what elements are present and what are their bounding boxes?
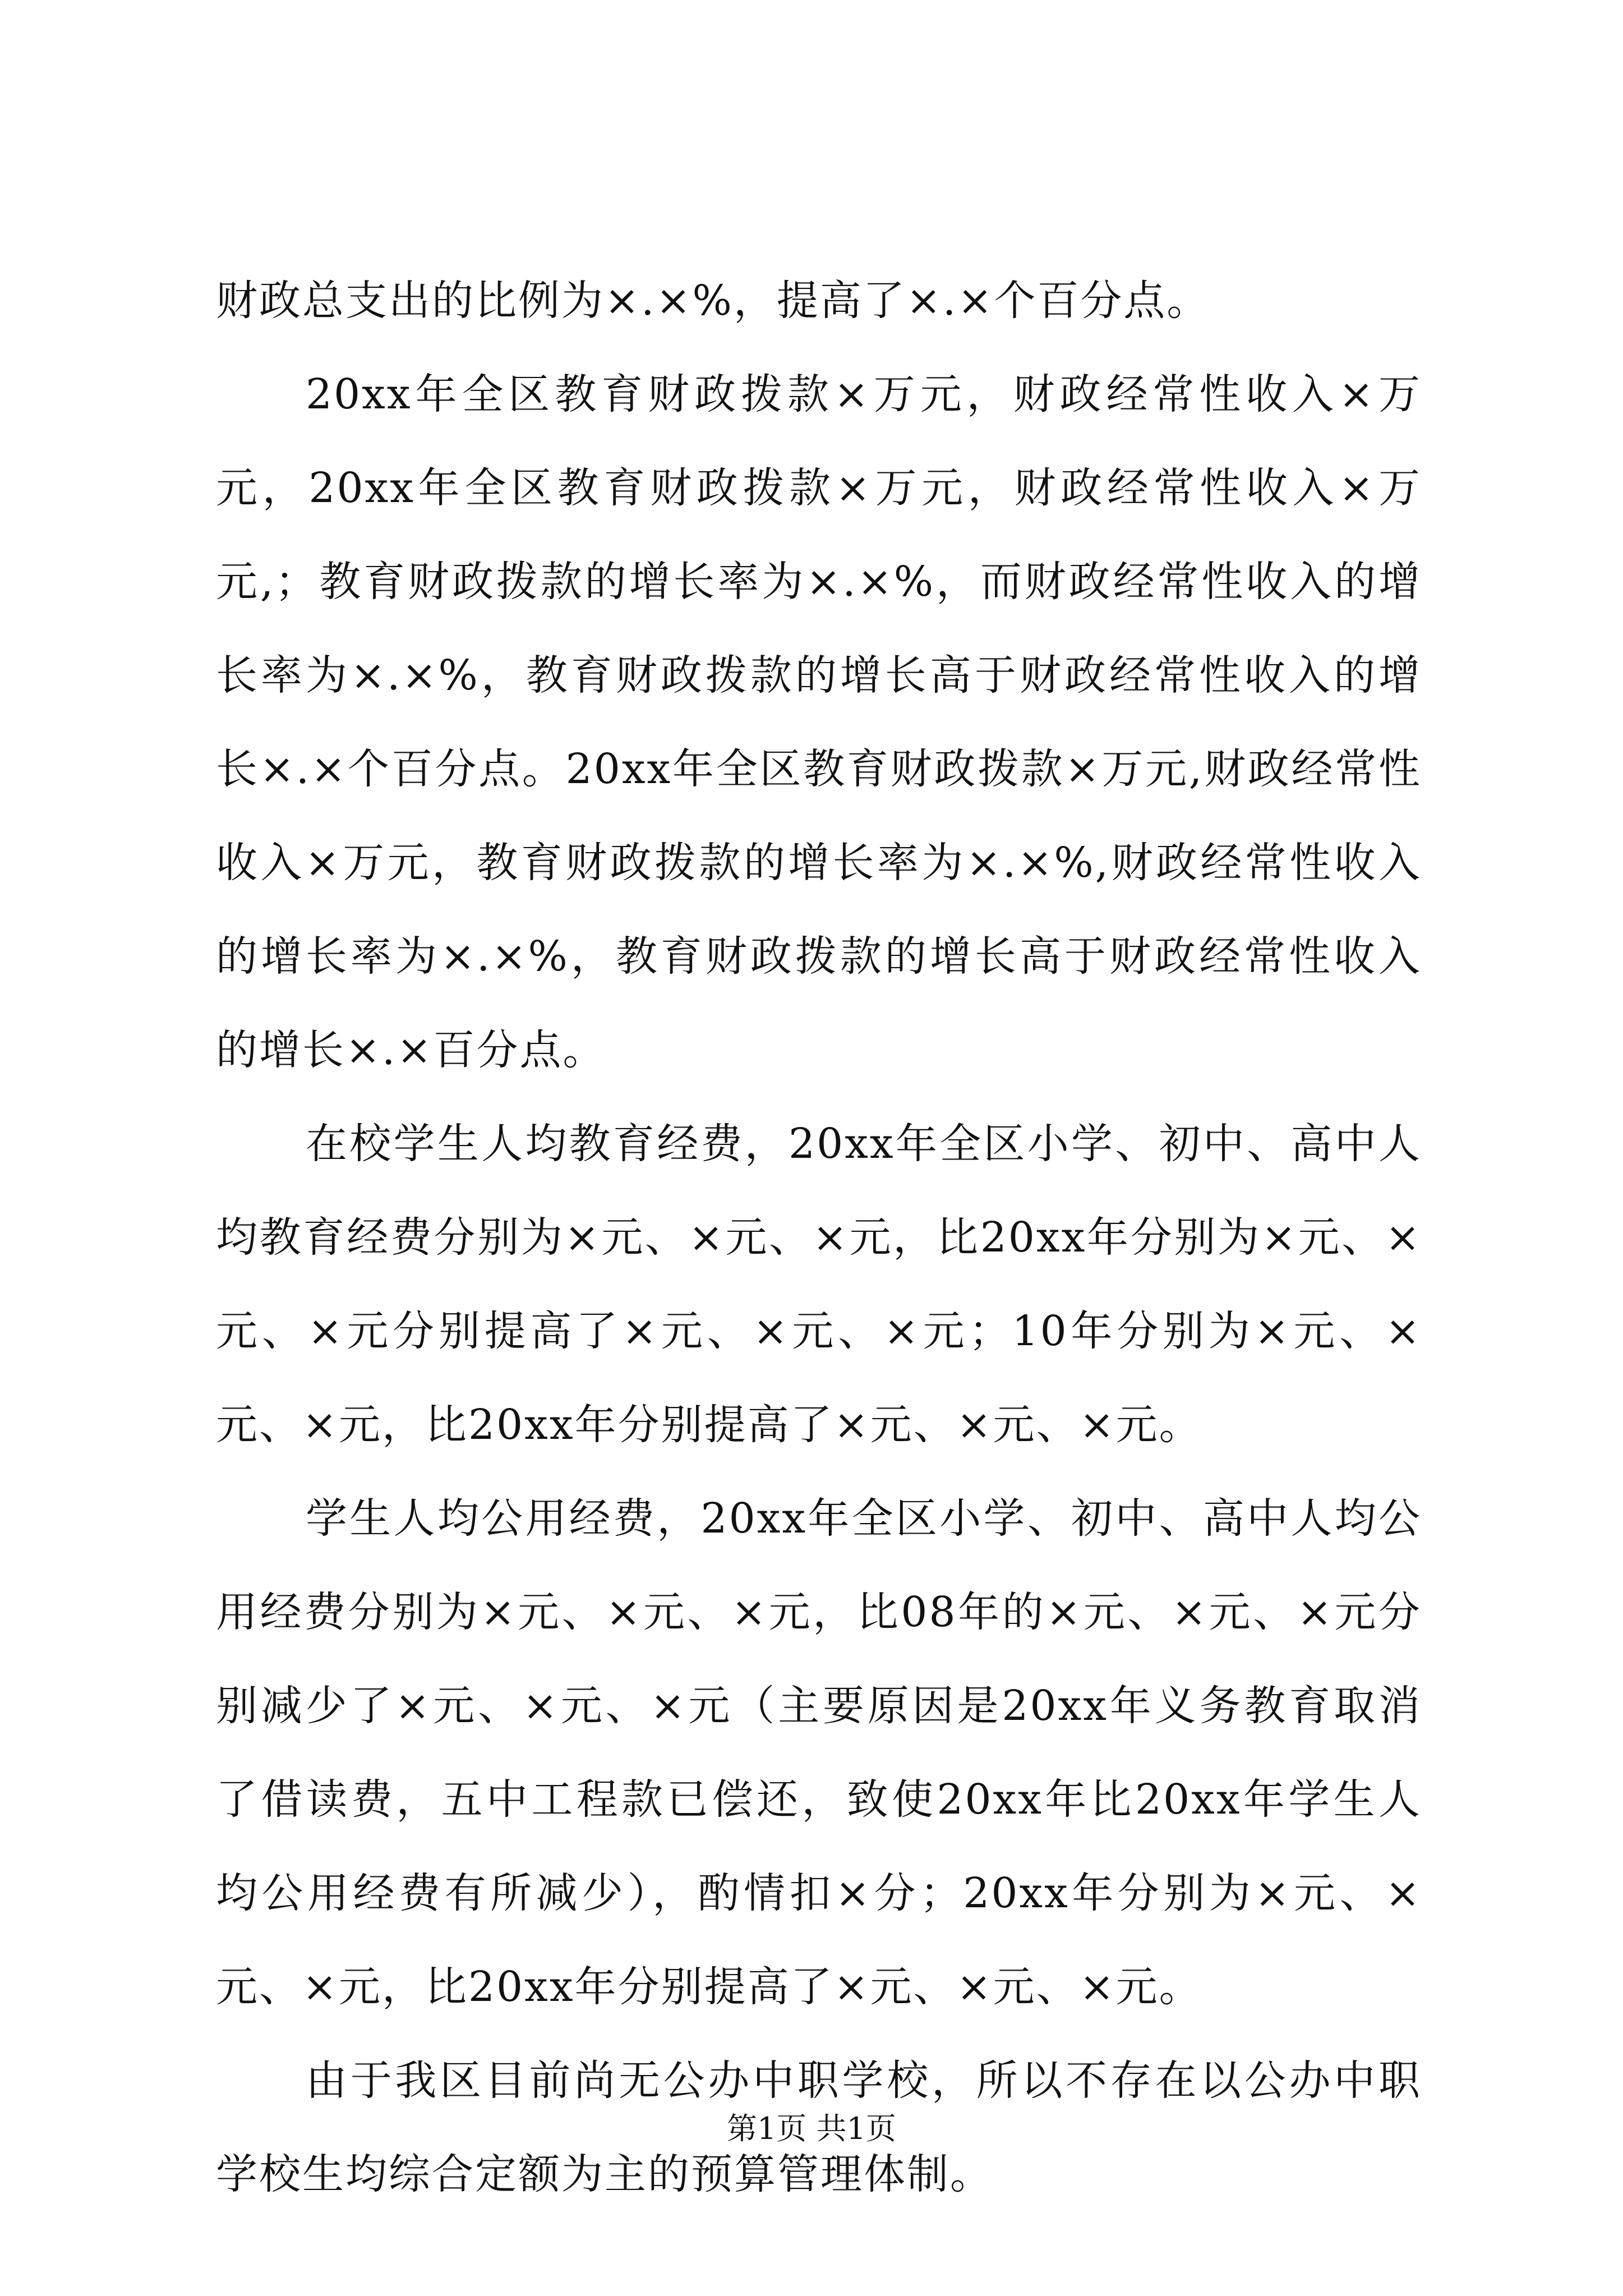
paragraph-4: 学生人均公用经费，20xx年全区小学、初中、高中人均公用经费分别为×元、×元、×元，比08年的×元、×元、×元分别减少了×元、×元、×元（主要原因是20xx年义务教育取消了借读费，五中工程款已偿还，致使20xx年比20xx年学生人均公用经费有所减少），酌情扣×分；20xx年分别为×元、×元、×元，比20xx年分别提高了×元、×元、×元。 [216,1494,1422,2011]
paragraph-3: 在校学生人均教育经费，20xx年全区小学、初中、高中人均教育经费分别为×元、×元、×元，比20xx年分别为×元、×元、×元分别提高了×元、×元、×元；10年分别为×元、×元、×元，比20xx年分别提高了×元、×元、×元。 [216,1120,1422,1449]
page-footer: 第1页 共1页 [727,2111,896,2146]
paragraph-1: 财政总支出的比例为×.×%，提高了×.×个百分点。 [216,277,1210,325]
paragraph-5: 由于我区目前尚无公办中职学校，所以不存在以公办中职学校生均综合定额为主的预算管理体制。 [216,2056,1422,2198]
paragraph-2: 20xx年全区教育财政拨款×万元，财政经常性收入×万元，20xx年全区教育财政拨款×万元，财政经常性收入×万元,；教育财政拨款的增长率为×.×%，而财政经常性收入的增长率为×.×%，教育财政拨款的增长高于财政经常性收入的增长×.×个百分点。20xx年全区教育财政拨款×万元,财政经常性收入×万元，教育财政拨款的增长率为×.×%,财政经常性收入的增长率为×.×%，教育财政拨款的增长高于财政经常性收入的增长×.×百分点。 [216,370,1422,1074]
document-body [216,254,1422,2221]
